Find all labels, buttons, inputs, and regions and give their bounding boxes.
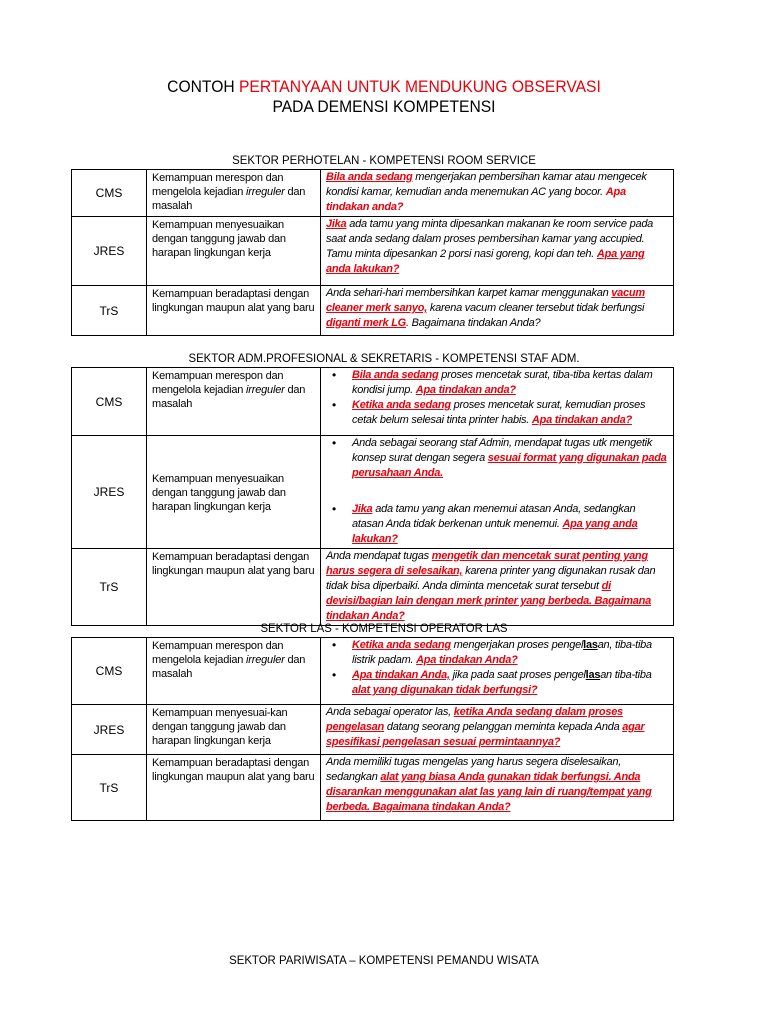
question-highlight: Jika <box>326 218 347 230</box>
competency-cell: Kemampuan beradaptasi dengan lingkungan maupun alat yang baru <box>147 755 321 821</box>
table-row <box>72 638 674 705</box>
question-highlight: di devisi/bagian lain dengan merk printer yang berbeda. Bagaimana tindakan Anda? <box>326 580 651 622</box>
question-text: proses mencetak surat, kemudian proses cetak belum selesai tinta printer habis. <box>352 399 646 426</box>
bullet-list <box>326 638 669 698</box>
list-item <box>352 668 669 698</box>
section-table <box>71 637 674 821</box>
question-highlight: Apa yang anda lakukan? <box>352 518 638 545</box>
question-highlight: Apa tindakan anda? <box>531 414 632 426</box>
question-highlight: las <box>585 669 601 681</box>
question-text: Anda sehari-hari membersihkan karpet kamar menggunakan <box>326 287 612 299</box>
section-heading: SEKTOR ADM.PROFESIONAL & SEKRETARIS - KOMPETENSI STAF ADM. <box>188 351 580 365</box>
question-cell <box>321 217 674 286</box>
question-highlight: Apa tindakan anda? <box>326 186 626 213</box>
row-code: JRES <box>72 217 147 286</box>
question-cell <box>321 170 674 217</box>
question-cell <box>321 549 674 626</box>
question-text: an tiba-tiba <box>600 669 652 681</box>
question-text: Anda sebagai seorang staf Admin, mendapat tugas utk mengetik konsep surat dengan segera <box>352 437 653 464</box>
section-heading: SEKTOR LAS - KOMPETENSI OPERATOR LAS <box>260 621 508 635</box>
question-cell <box>321 638 674 705</box>
table-row <box>72 549 674 626</box>
question-highlight: alat yang biasa Anda gunakan tidak berfungsi. Anda disarankan menggunakan alat las yang lain di ruang/tempat yang berbeda. Bagaimana tindakan Anda? <box>326 771 652 813</box>
row-code: CMS <box>72 170 147 217</box>
competency-cell: Kemampuan menyesuaikan dengan tanggung jawab dan harapan lingkungan kerja <box>147 217 321 286</box>
question-highlight: Apa tindakan Anda, <box>352 669 450 681</box>
question-highlight: Bila anda sedang <box>326 171 413 183</box>
row-code: JRES <box>72 705 147 755</box>
row-code: TrS <box>72 549 147 626</box>
row-code: TrS <box>72 286 147 336</box>
question-text: Anda mendapat tugas <box>326 550 432 562</box>
question-highlight: Apa yang anda lakukan? <box>326 248 645 275</box>
competency-cell: Kemampuan menyesuaikan dengan tanggung jawab dan harapan lingkungan kerja <box>147 436 321 549</box>
list-item <box>352 368 669 398</box>
table-row <box>72 217 674 286</box>
section-table <box>71 367 674 626</box>
question-text: an, tiba-tiba listrik padam. <box>352 639 652 666</box>
question-highlight: Jika <box>352 503 373 515</box>
question-cell <box>321 705 674 755</box>
question-highlight: ketika Anda sedang dalam proses pengelasan <box>326 706 623 733</box>
question-highlight: Bila anda sedang <box>352 369 439 381</box>
question-text: jika pada saat proses pengel <box>449 669 586 681</box>
row-code: CMS <box>72 638 147 705</box>
row-code: JRES <box>72 436 147 549</box>
question-highlight: Ketika anda sedang <box>352 399 451 411</box>
question-text: datang seorang pelanggan meminta kepada Anda <box>384 721 623 733</box>
competency-cell: Kemampuan menyesuai-kan dengan tanggung jawab dan harapan lingkungan kerja <box>147 705 321 755</box>
bullet-list <box>326 368 669 428</box>
question-text: karena vacum cleaner tersebut tidak berfungsi <box>427 302 645 314</box>
table-row <box>72 368 674 436</box>
list-item <box>352 502 669 547</box>
bullet-list <box>326 436 669 547</box>
doc-title-line2: PADA DEMENSI KOMPETENSI <box>272 97 496 116</box>
question-text: mengerjakan proses pengel <box>450 639 584 651</box>
question-text: mengerjakan pembersihan kamar atau mengecek kondisi kamar, kemudian anda menemukan AC yang bocor. <box>326 171 647 198</box>
question-text: . Bagaimana tindakan Anda? <box>406 317 541 329</box>
question-highlight: mengetik dan mencetak surat penting yang harus segera di selesaikan, <box>326 550 648 577</box>
table-row <box>72 755 674 821</box>
question-highlight: diganti merk LG <box>326 317 406 329</box>
question-cell <box>321 286 674 336</box>
question-highlight: agar spesifikasi pengelasan sesuai permintaannya? <box>326 721 645 748</box>
table-row <box>72 286 674 336</box>
competency-cell: Kemampuan merespon dan mengelola kejadian irreguler dan masalah <box>147 638 321 705</box>
section-heading: SEKTOR PERHOTELAN - KOMPETENSI ROOM SERVICE <box>232 153 536 167</box>
question-cell <box>321 755 674 821</box>
question-text: Anda memiliki tugas mengelas yang harus segera diselesaikan, sedangkan <box>326 756 622 783</box>
question-text: ada tamu yang minta dipesankan makanan ke room service pada saat anda sedang dalam proses pembersihan kamar yang accupied. Tamu minta dipesankan 2 porsi nasi goreng, kopi dan teh. <box>326 218 654 260</box>
row-code: CMS <box>72 368 147 436</box>
competency-cell: Kemampuan merespon dan mengelola kejadian irreguler dan masalah <box>147 368 321 436</box>
title-highlight: PERTANYAAN UNTUK MENDUKUNG OBSERVASI <box>238 77 601 96</box>
question-highlight: vacum cleaner merk sanyo, <box>326 287 645 314</box>
title-prefix: CONTOH <box>167 77 239 96</box>
question-highlight: sesuai format yang digunakan pada perusahaan Anda. <box>352 452 667 479</box>
list-item <box>352 638 669 668</box>
table-row <box>72 705 674 755</box>
row-code: TrS <box>72 755 147 821</box>
footer-section-heading: SEKTOR PARIWISATA – KOMPETENSI PEMANDU WISATA <box>229 953 539 967</box>
question-highlight: Apa tindakan Anda? <box>416 654 518 666</box>
question-highlight: Apa tindakan anda? <box>415 384 516 396</box>
list-item <box>352 436 669 481</box>
question-highlight: las <box>583 639 598 651</box>
section-table <box>71 169 674 336</box>
competency-cell: Kemampuan merespon dan mengelola kejadian irreguler dan masalah <box>147 170 321 217</box>
competency-cell: Kemampuan beradaptasi dengan lingkungan maupun alat yang baru <box>147 286 321 336</box>
question-cell <box>321 436 674 549</box>
question-text: proses mencetak surat, tiba-tiba kertas dalam kondisi jump. <box>352 369 653 396</box>
question-cell <box>321 368 674 436</box>
question-text: karena printer yang digunakan rusak dan tidak bisa diperbaiki. Anda diminta mencetak surat tersebut <box>326 565 656 592</box>
question-text: Anda sebagai operator las, <box>326 706 454 718</box>
competency-cell: Kemampuan beradaptasi dengan lingkungan maupun alat yang baru <box>147 549 321 626</box>
table-row <box>72 436 674 549</box>
question-highlight: alat yang digunakan tidak berfungsi? <box>352 684 538 696</box>
list-item <box>352 398 669 428</box>
question-text: ada tamu yang akan menemui atasan Anda, sedangkan atasan Anda tidak berkenan untuk menemui. <box>352 503 636 530</box>
doc-title-line1 <box>31 77 738 97</box>
question-highlight: Ketika anda sedang <box>352 639 451 651</box>
table-row <box>72 170 674 217</box>
